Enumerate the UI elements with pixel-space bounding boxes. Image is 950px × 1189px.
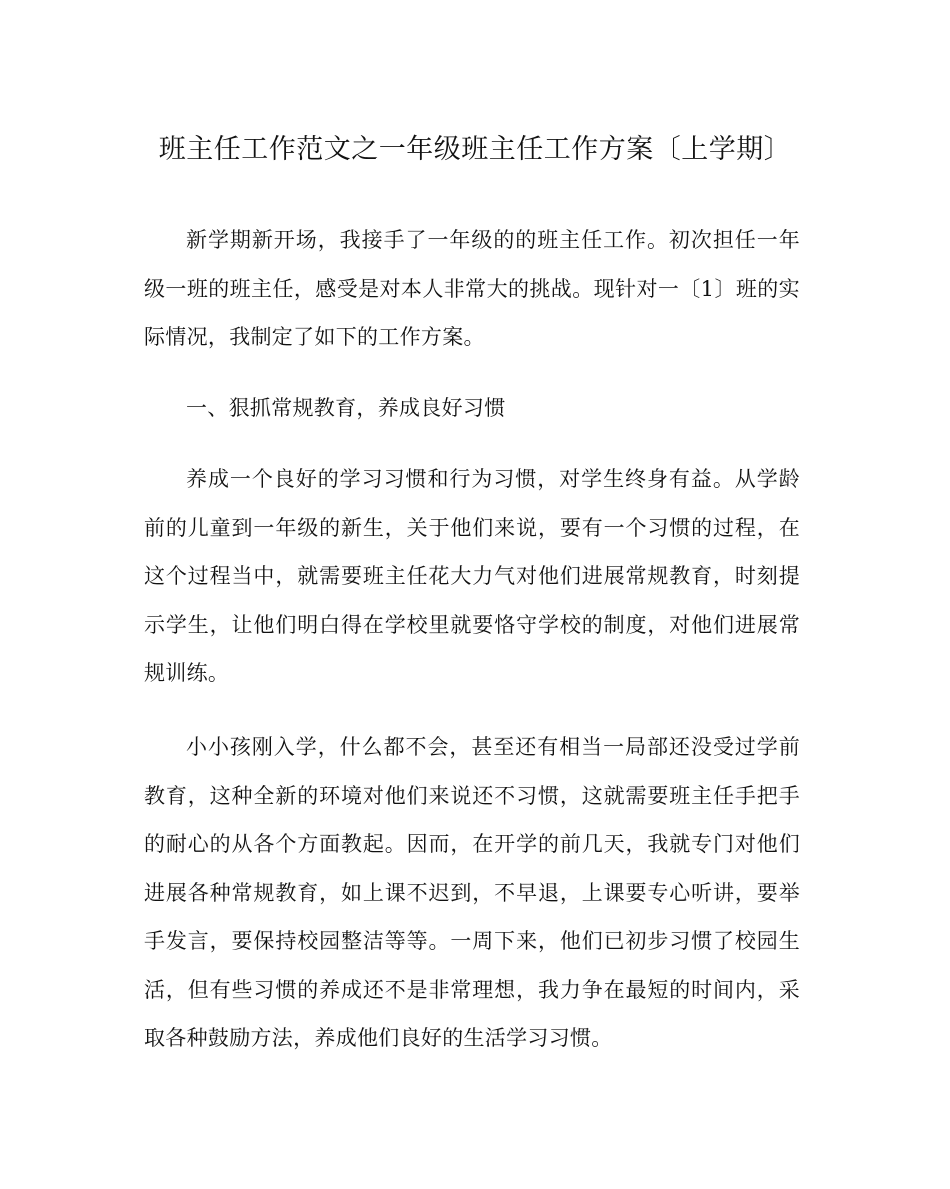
- section-heading: 一、狠抓常规教育，养成良好习惯: [186, 396, 506, 420]
- intro-paragraph: 新学期新开场，我接手了一年级的的班主任工作。初次担任一年级一班的班主任，感受是对本人非常大的挑战。现针对一〔1〕班的实际情况，我制定了如下的工作方案。: [144, 228, 800, 349]
- body-paragraph-habits: 养成一个良好的学习习惯和行为习惯，对学生终身有益。从学龄前的儿童到一年级的新生，关于他们来说，要有一个习惯的过程，在这个过程当中，就需要班主任花大力气对他们进展常规教育，时刻提示学生，让他们明白得在学校里就要恪守学校的制度，对他们进展常规训练。: [144, 467, 800, 685]
- document-title: 班主任工作范文之一年级班主任工作方案〔上学期〕: [158, 134, 792, 165]
- body-paragraph-new-students: 小小孩刚入学，什么都不会，甚至还有相当一局部还没受过学前教育，这种全新的环境对他们来说还不习惯，这就需要班主任手把手的耐心的从各个方面教起。因而，在开学的前几天，我就专门对他们进展各种常规教育，如上课不迟到，不早退，上课要专心听讲，要举手发言，要保持校园整洁等等。一周下来，他们已初步习惯了校园生活，但有些习惯的养成还不是非常理想，我力争在最短的时间内，采取各种鼓励方法，养成他们良好的生活学习习惯。: [144, 735, 800, 1050]
